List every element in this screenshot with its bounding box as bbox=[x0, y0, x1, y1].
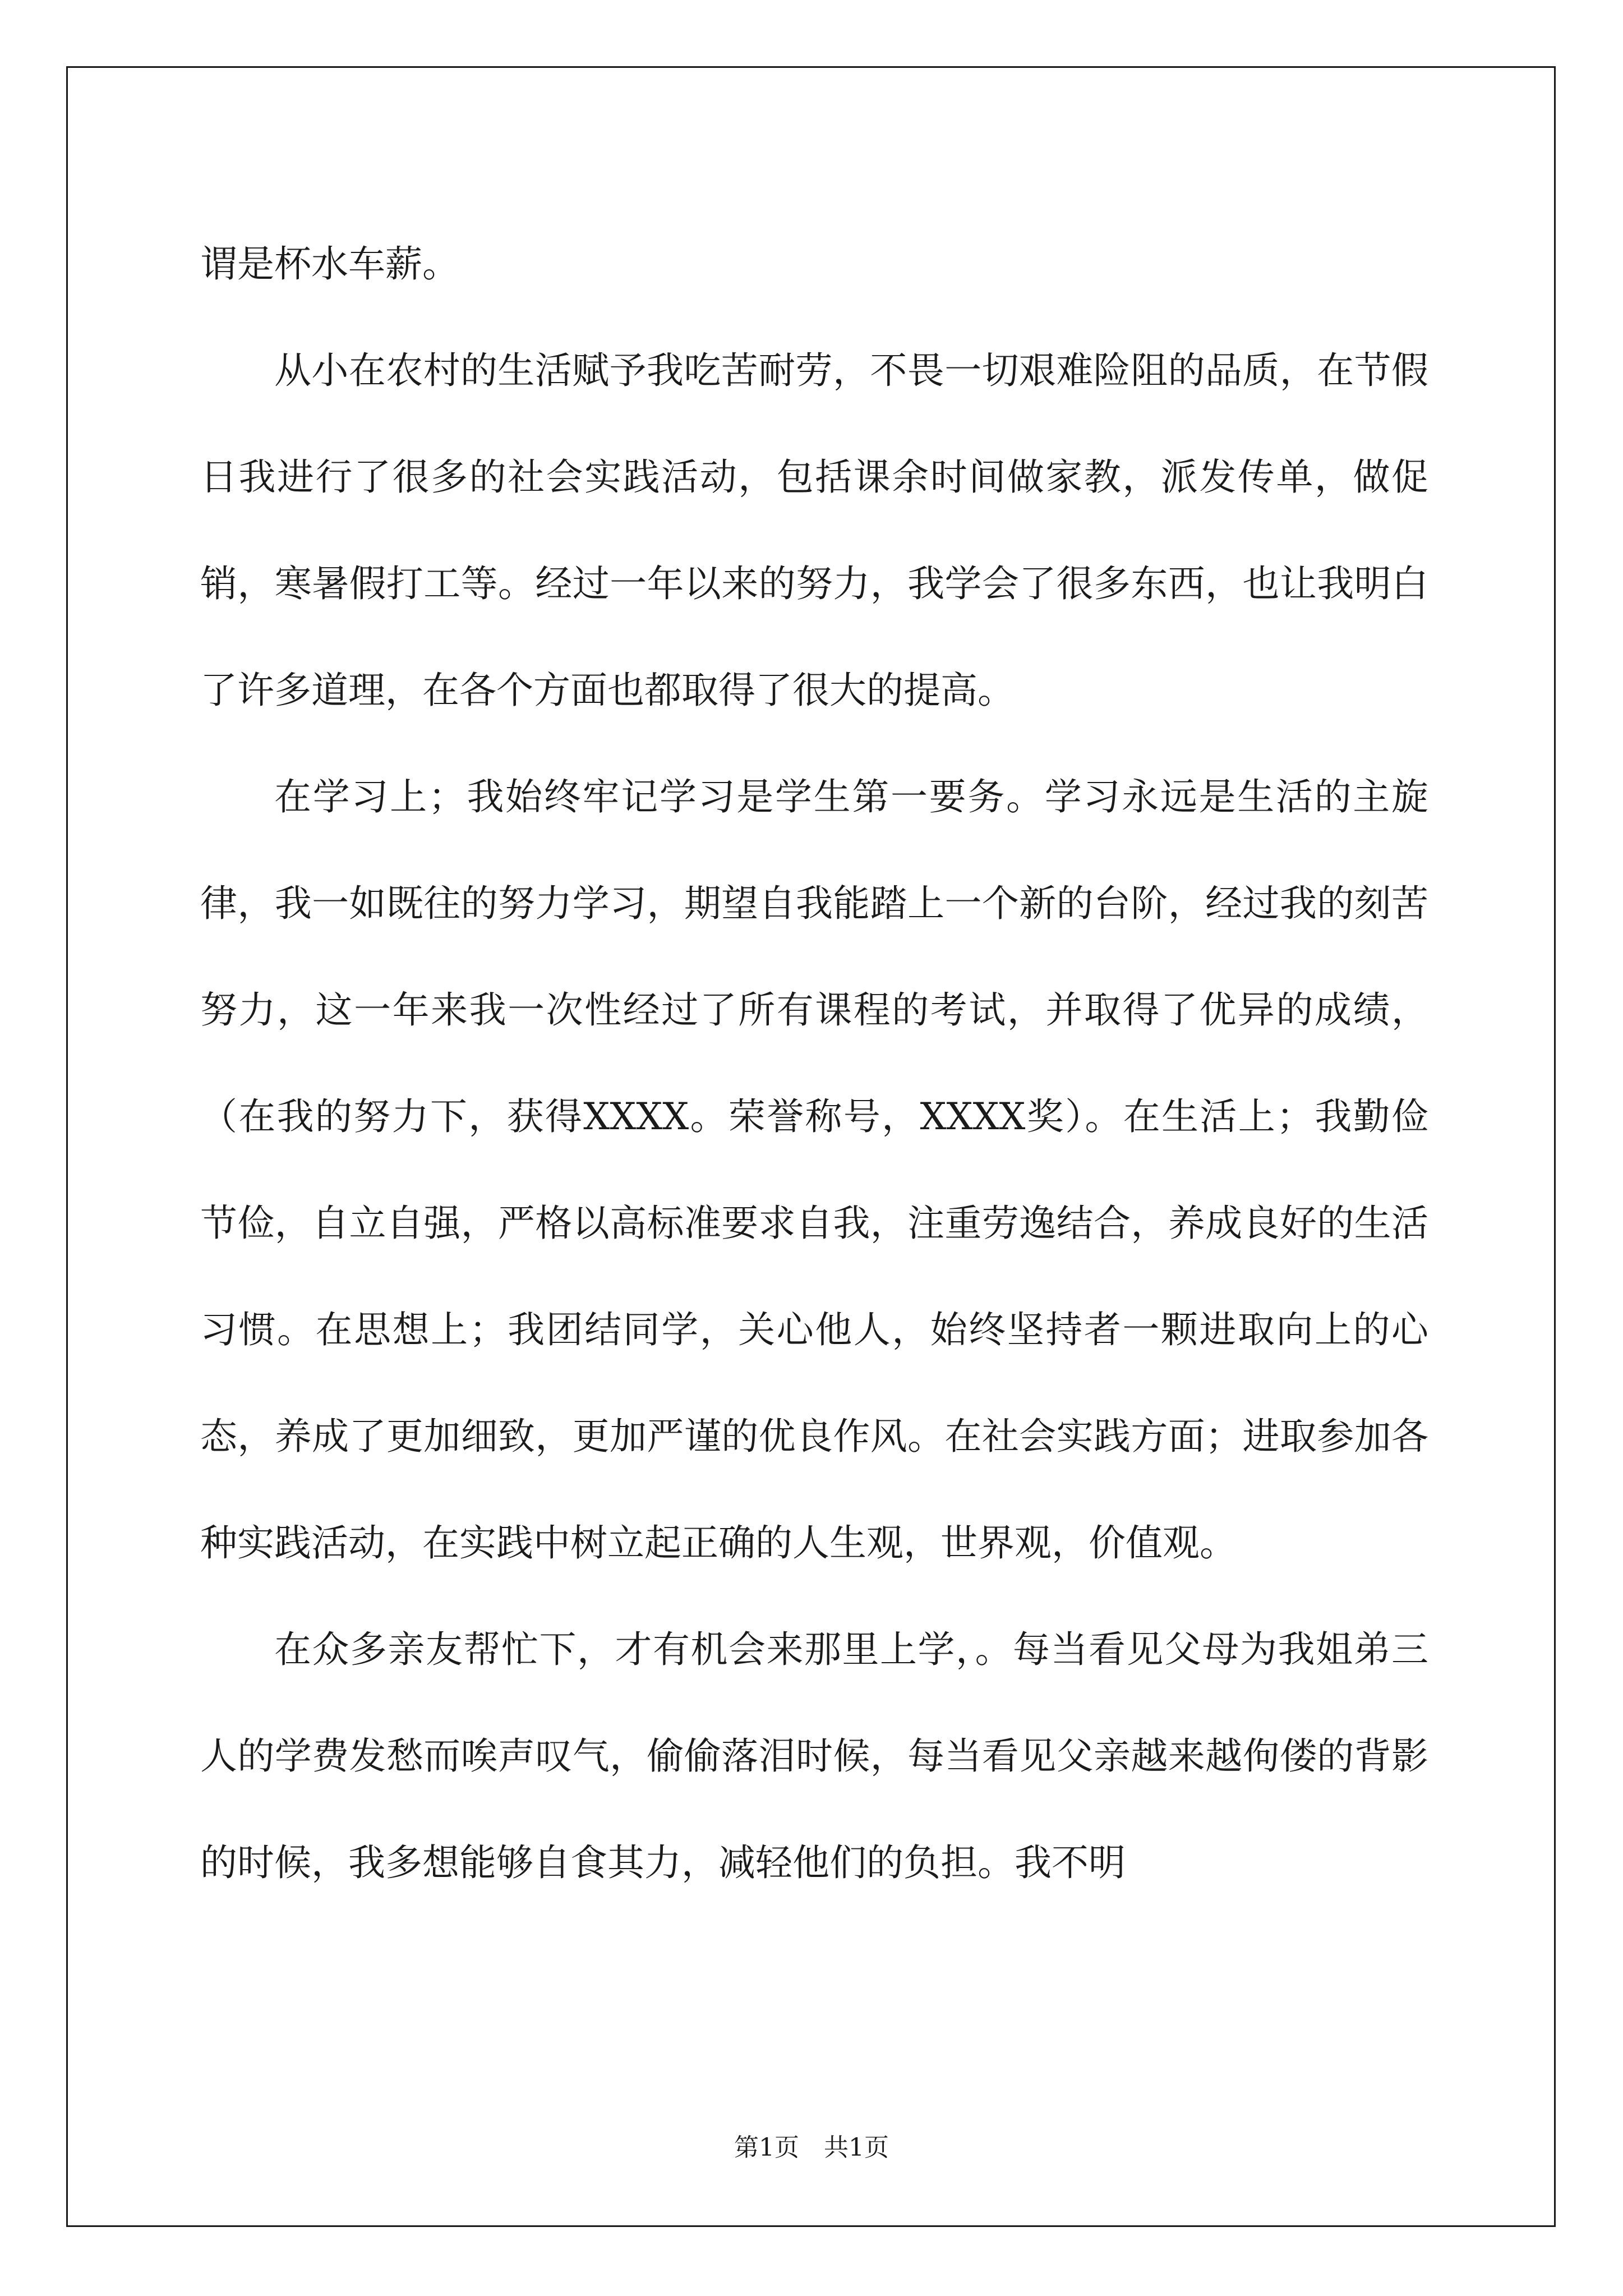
paragraph-3: 在学习上；我始终牢记学习是学生第一要务。学习永远是生活的主旋律，我一如既往的努力学习，期望自我能踏上一个新的台阶，经过我的刻苦努力，这一年来我一次性经过了所有课程的考试，并取得了优异的成绩，（在我的努力下，获得XXXX。荣誉称号，XXXX奖）。在生活上；我勤俭节俭，自立自强，严格以高标准要求自我，注重劳逸结合，养成良好的生活习惯。在思想上；我团结同学，关心他人，始终坚持者一颗进取向上的心态，养成了更加细致，更加严谨的优良作风。在社会实践方面；进取参加各种实践活动，在实践中树立起正确的人生观，世界观，价值观。 bbox=[200, 775, 1428, 1565]
paragraph-1: 谓是杯水车薪。 bbox=[200, 242, 459, 286]
paragraph-4: 在众多亲友帮忙下，才有机会来那里上学，。每当看见父母为我姐弟三人的学费发愁而唉声叹气，偷偷落泪时候，每当看见父亲越来越佝偻的背影的时候，我多想能够自食其力，减轻他们的负担。我不明 bbox=[200, 1628, 1428, 1884]
document-body bbox=[200, 211, 1428, 1916]
page-footer: 第1页 共1页 bbox=[734, 2133, 889, 2162]
paragraph-2: 从小在农村的生活赋予我吃苦耐劳，不畏一切艰难险阻的品质，在节假日我进行了很多的社会实践活动，包括课余时间做家教，派发传单，做促销，寒暑假打工等。经过一年以来的努力，我学会了很多东西，也让我明白了许多道理，在各个方面也都取得了很大的提高。 bbox=[200, 349, 1428, 712]
